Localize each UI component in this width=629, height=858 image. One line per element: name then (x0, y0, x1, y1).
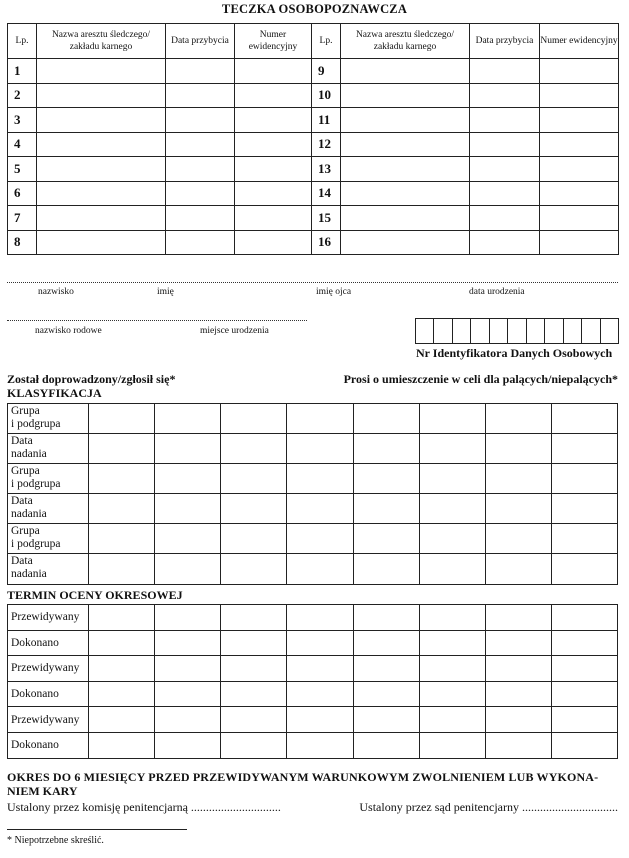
klasyfikacja-label-line2: nadania (11, 508, 47, 521)
register-data-cell[interactable] (470, 181, 540, 206)
klasyfikacja-entry-cell[interactable] (551, 434, 617, 464)
ocena-entry-cell[interactable] (155, 732, 221, 758)
ocena-entry-cell[interactable] (551, 656, 617, 682)
klasyfikacja-entry-cell[interactable] (89, 434, 155, 464)
ocena-entry-cell[interactable] (155, 656, 221, 682)
klasyfikacja-entry-cell[interactable] (485, 434, 551, 464)
klasyfikacja-entry-cell[interactable] (221, 494, 287, 524)
ocena-entry-cell[interactable] (221, 656, 287, 682)
klasyfikacja-entry-cell[interactable] (551, 494, 617, 524)
nido-input-boxes[interactable] (415, 318, 619, 344)
header-lp: Lp. (312, 24, 341, 59)
ocena-entry-cell[interactable] (287, 605, 353, 631)
register-row (8, 230, 619, 255)
klasyfikacja-row-label (8, 524, 89, 554)
register-row (8, 132, 619, 157)
header-data: Data przybycia (166, 24, 235, 59)
register-lp-cell: 4 (8, 132, 37, 157)
register-lp-cell: 12 (312, 132, 341, 157)
register-row (8, 108, 619, 133)
register-numer-cell[interactable] (235, 59, 312, 84)
klasyfikacja-label-line2: nadania (11, 568, 47, 581)
register-numer-cell[interactable] (235, 157, 312, 182)
label-imie: imię (157, 287, 174, 297)
register-numer-cell[interactable] (540, 132, 619, 157)
klasyfikacja-entry-cell[interactable] (287, 464, 353, 494)
klasyfikacja-label-line1: Grupa (11, 465, 40, 478)
klasyfikacja-entry-cell[interactable] (155, 554, 221, 584)
ocena-row-label: Przewidywany (8, 707, 89, 733)
ocena-row-label: Przewidywany (8, 605, 89, 631)
ocena-entry-cell[interactable] (419, 605, 485, 631)
ocena-entry-cell[interactable] (287, 656, 353, 682)
ocena-entry-cell[interactable] (221, 732, 287, 758)
sad-field[interactable]: Ustalony przez sąd penitencjarny ................................ (359, 800, 618, 814)
ocena-entry-cell[interactable] (353, 707, 419, 733)
register-nazwa-cell[interactable] (341, 83, 470, 108)
ocena-entry-cell[interactable] (155, 681, 221, 707)
register-data-cell[interactable] (166, 59, 235, 84)
label-nazwisko-rodowe: nazwisko rodowe (35, 326, 102, 336)
register-nazwa-cell[interactable] (341, 59, 470, 84)
register-numer-cell[interactable] (540, 83, 619, 108)
klasyfikacja-entry-cell[interactable] (485, 524, 551, 554)
ocena-entry-cell[interactable] (353, 605, 419, 631)
klasyfikacja-entry-cell[interactable] (485, 494, 551, 524)
ocena-row (8, 681, 618, 707)
ocena-table (7, 604, 618, 759)
label-data-urodzenia: data urodzenia (469, 287, 525, 297)
register-row (8, 181, 619, 206)
label-miejsce-urodzenia: miejsce urodzenia (200, 326, 269, 336)
personal-line-2[interactable] (7, 320, 307, 321)
ocena-entry-cell[interactable] (221, 681, 287, 707)
ocena-entry-cell[interactable] (221, 605, 287, 631)
ocena-row (8, 732, 618, 758)
klasyfikacja-row-label (8, 554, 89, 584)
klasyfikacja-row-label (8, 404, 89, 434)
register-numer-cell[interactable] (540, 181, 619, 206)
header-data: Data przybycia (470, 24, 540, 59)
register-row (8, 206, 619, 231)
klasyfikacja-row (8, 524, 618, 554)
ocena-row (8, 707, 618, 733)
register-row (8, 83, 619, 108)
ocena-entry-cell[interactable] (485, 707, 551, 733)
ocena-entry-cell[interactable] (353, 732, 419, 758)
klasyfikacja-row (8, 404, 618, 434)
register-numer-cell[interactable] (235, 108, 312, 133)
klasyfikacja-label-line2: i podgrupa (11, 538, 61, 551)
klasyfikacja-entry-cell[interactable] (485, 554, 551, 584)
register-data-cell[interactable] (166, 132, 235, 157)
header-numer: Numer ewidencyjny (540, 24, 619, 59)
klasyfikacja-entry-cell[interactable] (419, 554, 485, 584)
ocena-entry-cell[interactable] (485, 605, 551, 631)
ocena-entry-cell[interactable] (155, 630, 221, 656)
register-numer-cell[interactable] (235, 83, 312, 108)
klasyfikacja-entry-cell[interactable] (89, 524, 155, 554)
ocena-heading: TERMIN OCENY OKRESOWEJ (7, 588, 183, 602)
klasyfikacja-row-label (8, 494, 89, 524)
klasyfikacja-label-line2: i podgrupa (11, 478, 61, 491)
register-numer-cell[interactable] (540, 108, 619, 133)
register-table (7, 23, 619, 255)
ocena-entry-cell[interactable] (287, 630, 353, 656)
footnote: * Niepotrzebne skreślić. (7, 835, 104, 846)
header-lp: Lp. (8, 24, 37, 59)
klasyfikacja-row (8, 494, 618, 524)
klasyfikacja-entry-cell[interactable] (287, 494, 353, 524)
klasyfikacja-label-line1: Data (11, 435, 33, 448)
klasyfikacja-row (8, 554, 618, 584)
register-lp-cell: 5 (8, 157, 37, 182)
register-lp-cell: 14 (312, 181, 341, 206)
ocena-entry-cell[interactable] (419, 681, 485, 707)
personal-line-1[interactable] (7, 282, 618, 283)
klasyfikacja-entry-cell[interactable] (155, 404, 221, 434)
klasyfikacja-row-label (8, 464, 89, 494)
klasyfikacja-heading: KLASYFIKACJA (7, 386, 102, 400)
klasyfikacja-entry-cell[interactable] (551, 524, 617, 554)
register-nazwa-cell[interactable] (37, 132, 166, 157)
ocena-entry-cell[interactable] (89, 681, 155, 707)
okres-heading-line2: NIEM KARY (7, 784, 78, 798)
ocena-entry-cell[interactable] (419, 707, 485, 733)
klasyfikacja-row (8, 434, 618, 464)
okres-heading-line1: OKRES DO 6 MIESIĘCY PRZED PRZEWIDYWANYM WARUNKOWYM ZWOLNIENIEM LUB WYKONA- (7, 770, 599, 784)
klasyfikacja-entry-cell[interactable] (155, 464, 221, 494)
ocena-entry-cell[interactable] (485, 630, 551, 656)
ocena-entry-cell[interactable] (221, 707, 287, 733)
register-lp-cell: 1 (8, 59, 37, 84)
register-data-cell[interactable] (470, 206, 540, 231)
register-nazwa-cell[interactable] (341, 181, 470, 206)
ocena-entry-cell[interactable] (89, 732, 155, 758)
ocena-entry-cell[interactable] (221, 630, 287, 656)
klasyfikacja-entry-cell[interactable] (155, 494, 221, 524)
ocena-entry-cell[interactable] (419, 656, 485, 682)
klasyfikacja-label-line1: Data (11, 495, 33, 508)
klasyfikacja-entry-cell[interactable] (353, 524, 419, 554)
register-nazwa-cell[interactable] (341, 230, 470, 255)
klasyfikacja-entry-cell[interactable] (419, 404, 485, 434)
ocena-row (8, 605, 618, 631)
label-nazwisko: nazwisko (38, 287, 74, 297)
register-data-cell[interactable] (470, 83, 540, 108)
klasyfikacja-entry-cell[interactable] (89, 404, 155, 434)
ocena-entry-cell[interactable] (89, 605, 155, 631)
register-lp-cell: 11 (312, 108, 341, 133)
klasyfikacja-entry-cell[interactable] (551, 404, 617, 434)
klasyfikacja-entry-cell[interactable] (287, 524, 353, 554)
klasyfikacja-entry-cell[interactable] (419, 524, 485, 554)
ocena-entry-cell[interactable] (485, 681, 551, 707)
klasyfikacja-entry-cell[interactable] (485, 464, 551, 494)
register-lp-cell: 3 (8, 108, 37, 133)
register-lp-cell: 8 (8, 230, 37, 255)
register-header-row (8, 24, 619, 59)
klasyfikacja-table (7, 403, 618, 585)
klasyfikacja-row (8, 464, 618, 494)
prosi-text: Prosi o umieszczenie w celi dla palących/niepalących* (343, 372, 618, 386)
header-nazwa: Nazwa aresztu śledczego/ zakładu karnego (341, 24, 470, 59)
klasyfikacja-entry-cell[interactable] (353, 554, 419, 584)
klasyfikacja-entry-cell[interactable] (221, 464, 287, 494)
ocena-entry-cell[interactable] (551, 732, 617, 758)
register-data-cell[interactable] (166, 230, 235, 255)
register-nazwa-cell[interactable] (37, 206, 166, 231)
register-nazwa-cell[interactable] (37, 108, 166, 133)
form-title: TECZKA OSOBOPOZNAWCZA (221, 2, 408, 16)
ocena-entry-cell[interactable] (89, 656, 155, 682)
register-numer-cell[interactable] (540, 157, 619, 182)
register-nazwa-cell[interactable] (37, 181, 166, 206)
register-data-cell[interactable] (166, 108, 235, 133)
ocena-row-label: Dokonano (8, 732, 89, 758)
ocena-entry-cell[interactable] (551, 681, 617, 707)
klasyfikacja-entry-cell[interactable] (89, 494, 155, 524)
klasyfikacja-entry-cell[interactable] (419, 464, 485, 494)
footnote-rule (7, 829, 187, 830)
register-lp-cell: 2 (8, 83, 37, 108)
klasyfikacja-entry-cell[interactable] (353, 434, 419, 464)
klasyfikacja-entry-cell[interactable] (221, 404, 287, 434)
ocena-entry-cell[interactable] (287, 707, 353, 733)
ocena-row (8, 656, 618, 682)
klasyfikacja-entry-cell[interactable] (221, 524, 287, 554)
header-nazwa: Nazwa aresztu śledczego/ zakładu karnego (37, 24, 166, 59)
register-data-cell[interactable] (470, 59, 540, 84)
klasyfikacja-row-label (8, 434, 89, 464)
register-numer-cell[interactable] (235, 181, 312, 206)
klasyfikacja-entry-cell[interactable] (419, 434, 485, 464)
klasyfikacja-entry-cell[interactable] (287, 434, 353, 464)
register-data-cell[interactable] (166, 181, 235, 206)
klasyfikacja-label-line1: Grupa (11, 405, 40, 417)
label-imie-ojca: imię ojca (316, 287, 352, 297)
register-data-cell[interactable] (470, 132, 540, 157)
register-lp-cell: 13 (312, 157, 341, 182)
klasyfikacja-entry-cell[interactable] (353, 494, 419, 524)
doprowadzony-text: Został doprowadzony/zgłosił się* (7, 372, 176, 386)
klasyfikacja-entry-cell[interactable] (287, 404, 353, 434)
register-lp-cell: 16 (312, 230, 341, 255)
register-numer-cell[interactable] (540, 230, 619, 255)
register-numer-cell[interactable] (235, 230, 312, 255)
register-lp-cell: 6 (8, 181, 37, 206)
register-row (8, 59, 619, 84)
ocena-entry-cell[interactable] (353, 656, 419, 682)
komisja-field[interactable]: Ustalony przez komisję penitencjarną .............................. (7, 800, 281, 814)
ocena-entry-cell[interactable] (551, 707, 617, 733)
ocena-entry-cell[interactable] (419, 732, 485, 758)
register-data-cell[interactable] (166, 83, 235, 108)
klasyfikacja-entry-cell[interactable] (353, 404, 419, 434)
register-row (8, 157, 619, 182)
ocena-entry-cell[interactable] (89, 630, 155, 656)
register-numer-cell[interactable] (540, 59, 619, 84)
klasyfikacja-entry-cell[interactable] (89, 554, 155, 584)
register-nazwa-cell[interactable] (341, 157, 470, 182)
ocena-row-label: Przewidywany (8, 656, 89, 682)
klasyfikacja-entry-cell[interactable] (419, 494, 485, 524)
ocena-entry-cell[interactable] (89, 707, 155, 733)
register-nazwa-cell[interactable] (37, 59, 166, 84)
ocena-entry-cell[interactable] (353, 630, 419, 656)
ocena-entry-cell[interactable] (551, 605, 617, 631)
klasyfikacja-label-line1: Grupa (11, 525, 40, 538)
nido-label: Nr Identyfikatora Danych Osobowych (416, 346, 613, 360)
register-nazwa-cell[interactable] (341, 206, 470, 231)
register-numer-cell[interactable] (540, 206, 619, 231)
register-data-cell[interactable] (166, 206, 235, 231)
klasyfikacja-entry-cell[interactable] (89, 464, 155, 494)
ocena-entry-cell[interactable] (287, 681, 353, 707)
register-numer-cell[interactable] (235, 132, 312, 157)
klasyfikacja-entry-cell[interactable] (353, 464, 419, 494)
klasyfikacja-entry-cell[interactable] (221, 554, 287, 584)
klasyfikacja-label-line1: Data (11, 555, 33, 568)
register-nazwa-cell[interactable] (37, 230, 166, 255)
ocena-entry-cell[interactable] (287, 732, 353, 758)
register-numer-cell[interactable] (235, 206, 312, 231)
ocena-entry-cell[interactable] (155, 605, 221, 631)
klasyfikacja-entry-cell[interactable] (287, 554, 353, 584)
register-lp-cell: 9 (312, 59, 341, 84)
klasyfikacja-entry-cell[interactable] (155, 434, 221, 464)
ocena-row-label: Dokonano (8, 630, 89, 656)
ocena-entry-cell[interactable] (353, 681, 419, 707)
ocena-row (8, 630, 618, 656)
register-nazwa-cell[interactable] (341, 108, 470, 133)
ocena-entry-cell[interactable] (419, 630, 485, 656)
klasyfikacja-entry-cell[interactable] (221, 434, 287, 464)
klasyfikacja-entry-cell[interactable] (551, 464, 617, 494)
ocena-entry-cell[interactable] (551, 630, 617, 656)
ocena-entry-cell[interactable] (485, 656, 551, 682)
klasyfikacja-label-line2: i podgrupa (11, 418, 61, 430)
register-nazwa-cell[interactable] (37, 83, 166, 108)
register-data-cell[interactable] (166, 157, 235, 182)
klasyfikacja-label-line2: nadania (11, 448, 47, 461)
register-nazwa-cell[interactable] (341, 132, 470, 157)
ocena-entry-cell[interactable] (155, 707, 221, 733)
register-lp-cell: 15 (312, 206, 341, 231)
header-numer: Numer ewidencyjny (235, 24, 312, 59)
register-data-cell[interactable] (470, 157, 540, 182)
register-lp-cell: 7 (8, 206, 37, 231)
klasyfikacja-entry-cell[interactable] (155, 524, 221, 554)
register-data-cell[interactable] (470, 108, 540, 133)
register-nazwa-cell[interactable] (37, 157, 166, 182)
ocena-entry-cell[interactable] (485, 732, 551, 758)
klasyfikacja-entry-cell[interactable] (485, 404, 551, 434)
register-data-cell[interactable] (470, 230, 540, 255)
register-lp-cell: 10 (312, 83, 341, 108)
klasyfikacja-entry-cell[interactable] (551, 554, 617, 584)
ocena-row-label: Dokonano (8, 681, 89, 707)
